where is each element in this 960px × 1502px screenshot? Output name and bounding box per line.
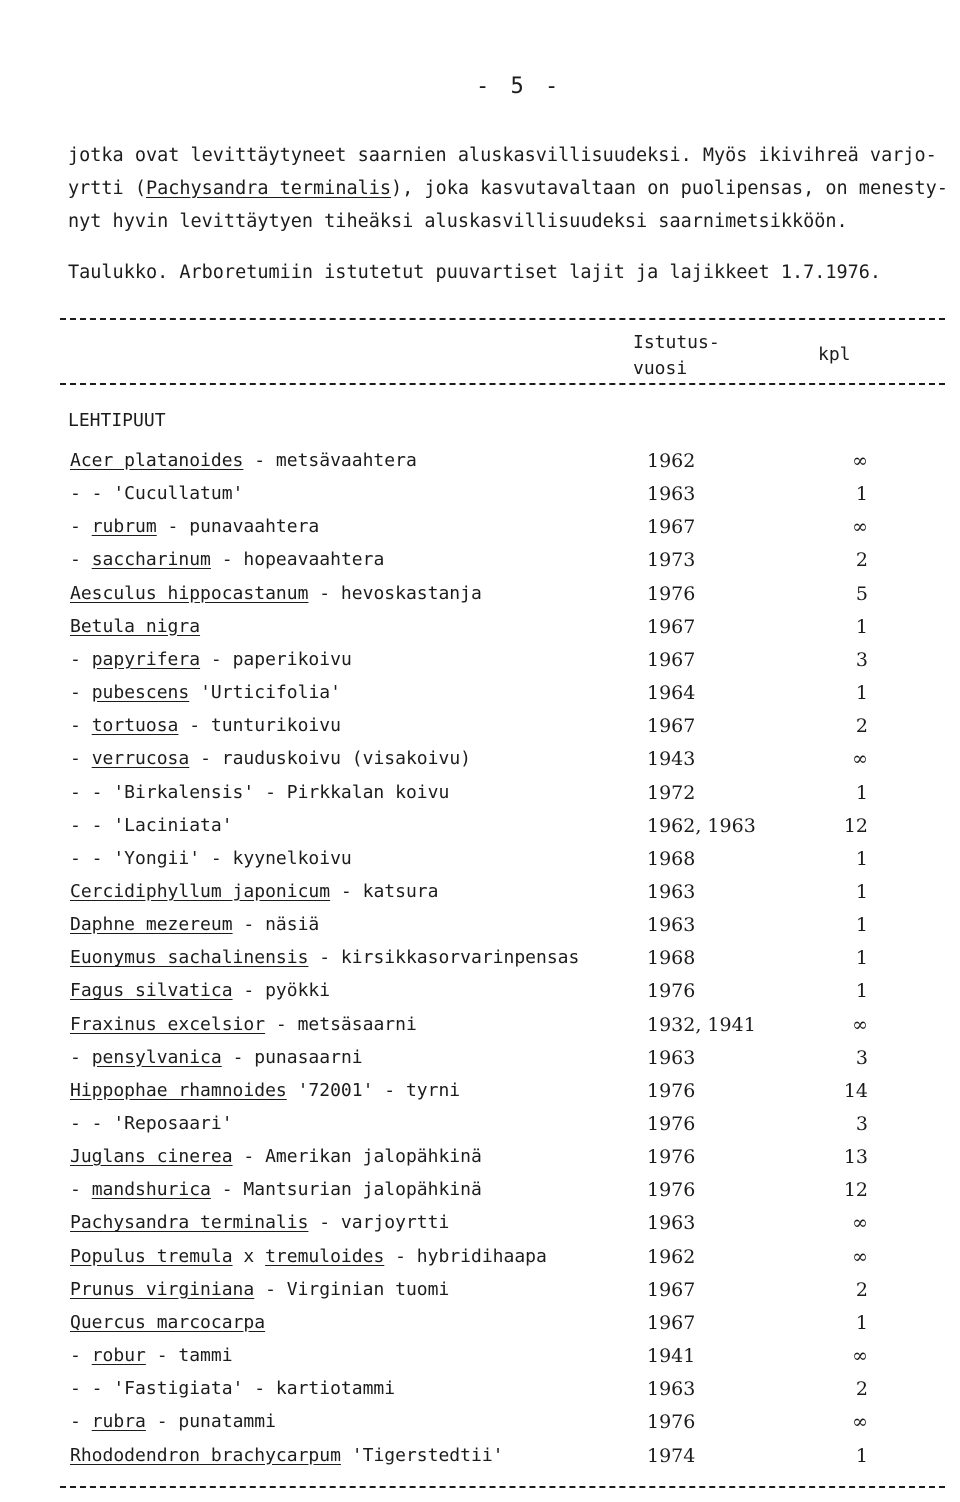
table-rule-header — [60, 383, 945, 385]
plant-name — [70, 682, 341, 703]
table-row — [0, 715, 960, 745]
species-name: Pachysandra terminalis — [145, 178, 392, 199]
plant-name — [70, 715, 341, 736]
plant-name — [70, 583, 482, 604]
name-text: - paperikoivu — [200, 648, 352, 670]
plant-count: 1 — [855, 781, 868, 804]
species-name: Betula nigra — [70, 615, 201, 637]
name-text: - kirsikkasorvarinpensas — [308, 947, 580, 969]
name-text: - punasaarni — [221, 1046, 363, 1068]
table-row — [0, 1378, 960, 1408]
plant-count: 12 — [843, 814, 868, 837]
table-row — [0, 1246, 960, 1276]
species-name: pubescens — [91, 682, 190, 704]
name-text: - - 'Laciniata' — [70, 814, 233, 836]
plant-name — [70, 1411, 276, 1432]
name-text: - - 'Birkalensis' - Pirkkalan koivu — [70, 781, 450, 803]
species-name: pensylvanica — [91, 1046, 222, 1068]
table-row — [0, 947, 960, 977]
intro-text: yrtti ( — [68, 178, 146, 199]
species-name: Acer platanoides — [70, 450, 244, 471]
species-name: tremuloides — [265, 1245, 385, 1267]
table-row — [0, 1312, 960, 1342]
column-header-year-line: Istutus- — [633, 332, 720, 353]
table-row — [0, 1014, 960, 1044]
plant-name — [70, 1279, 449, 1300]
name-text: - näsiä — [232, 914, 320, 936]
name-text: x — [232, 1245, 266, 1267]
planting-year: 1963 — [647, 1378, 696, 1401]
name-text: - — [70, 748, 92, 770]
plant-name — [70, 483, 243, 504]
table-row — [0, 450, 960, 480]
name-text: - - 'Yongii' - kyynelkoivu — [70, 847, 352, 869]
species-name: Rhododendron brachycarpum — [70, 1444, 341, 1466]
table-row — [0, 1445, 960, 1475]
species-name: Quercus marcocarpa — [70, 1311, 266, 1333]
plant-count: 1 — [855, 847, 868, 870]
species-name: robur — [91, 1345, 146, 1367]
name-text: '72001' - tyrni — [286, 1079, 461, 1101]
table-row — [0, 516, 960, 546]
table-row — [0, 980, 960, 1010]
name-text: - varjoyrtti — [308, 1212, 450, 1234]
planting-year: 1976 — [647, 1411, 696, 1434]
planting-year: 1962 — [647, 450, 696, 472]
table-row — [0, 1411, 960, 1441]
plant-name — [70, 1378, 395, 1399]
planting-year: 1963 — [647, 483, 696, 506]
name-text: - metsäsaarni — [265, 1013, 417, 1035]
planting-year: 1967 — [647, 1278, 696, 1301]
plant-count: 12 — [843, 1179, 868, 1202]
plant-count: 5 — [855, 582, 868, 605]
plant-count: 1 — [855, 980, 868, 1003]
table-row — [0, 549, 960, 579]
table-row — [0, 782, 960, 812]
plant-name — [70, 1014, 417, 1035]
plant-name — [70, 1179, 482, 1200]
name-text: 'Urticifolia' — [189, 682, 341, 704]
plant-count: 1 — [855, 947, 868, 970]
plant-name — [70, 549, 384, 570]
table-row — [0, 1345, 960, 1375]
plant-name — [70, 815, 233, 836]
intro-line: jotka ovat levittäytyneet saarnien aluskasvillisuudeksi. Myös ikivihreä varjo- — [68, 145, 937, 166]
plant-name — [70, 947, 579, 968]
species-name: saccharinum — [91, 549, 211, 571]
planting-year: 1972 — [647, 781, 696, 804]
species-name: rubra — [91, 1411, 146, 1433]
plant-count: ∞ — [852, 516, 868, 539]
name-text: - punavaahtera — [156, 516, 320, 538]
column-header-year — [633, 330, 720, 382]
planting-year: 1963 — [647, 1046, 696, 1069]
plant-name — [70, 848, 352, 869]
table-row — [0, 649, 960, 679]
species-name: tortuosa — [91, 715, 179, 737]
name-text: - — [70, 648, 92, 670]
table-row — [0, 748, 960, 778]
section-heading: LEHTIPUUT — [68, 410, 166, 431]
plant-count: 1 — [855, 1444, 868, 1467]
name-text: - Amerikan jalopähkinä — [232, 1146, 482, 1168]
table-row — [0, 1179, 960, 1209]
intro-line: nyt hyvin levittäytyen tiheäksi aluskasvillisuudeksi saarnimetsikköön. — [68, 211, 848, 232]
plant-name — [70, 1312, 265, 1333]
plant-count: ∞ — [852, 450, 868, 472]
plant-count: ∞ — [852, 1345, 868, 1368]
table-row — [0, 1113, 960, 1143]
plant-count: 1 — [855, 682, 868, 705]
species-name: Pachysandra terminalis — [70, 1212, 309, 1234]
page-number: - 5 - — [476, 74, 563, 99]
plant-count: 2 — [855, 1378, 868, 1401]
species-name: Euonymus sachalinensis — [70, 947, 309, 969]
plant-count: 13 — [843, 1146, 868, 1169]
name-text: 'Tigerstedtii' — [340, 1444, 504, 1466]
table-row — [0, 583, 960, 613]
name-text: - - 'Reposaari' — [70, 1113, 233, 1134]
plant-count: ∞ — [852, 1411, 868, 1434]
planting-year: 1976 — [647, 582, 696, 605]
name-text: - metsävaahtera — [243, 450, 417, 471]
species-name: Daphne mezereum — [70, 914, 233, 936]
name-text: - — [70, 1345, 92, 1367]
plant-name — [70, 516, 319, 537]
table-row — [0, 914, 960, 944]
plant-name — [70, 1146, 482, 1167]
name-text: - punatammi — [145, 1411, 276, 1433]
planting-year: 1973 — [647, 549, 696, 572]
plant-name — [70, 914, 319, 935]
plant-name — [70, 782, 449, 803]
planting-year: 1976 — [647, 1146, 696, 1169]
name-text: - Virginian tuomi — [254, 1278, 450, 1300]
plant-count: 3 — [855, 1046, 868, 1069]
species-name: Prunus virginiana — [70, 1278, 255, 1300]
plant-name — [70, 1345, 233, 1366]
name-text: - — [70, 1179, 92, 1201]
name-text: - — [70, 1046, 92, 1068]
table-row — [0, 682, 960, 712]
planting-year: 1976 — [647, 1179, 696, 1202]
plant-count: 2 — [855, 715, 868, 738]
intro-line — [68, 172, 948, 205]
plant-count: 3 — [855, 648, 868, 671]
plant-count: 1 — [855, 1311, 868, 1334]
planting-year: 1967 — [647, 715, 696, 738]
name-text: - hevoskastanja — [308, 582, 482, 604]
planting-year: 1968 — [647, 947, 696, 970]
table-row — [0, 1212, 960, 1242]
species-name: mandshurica — [91, 1179, 211, 1201]
planting-year: 1932, 1941 — [647, 1013, 756, 1036]
name-text: - katsura — [330, 880, 439, 902]
table-row — [0, 616, 960, 646]
name-text: - - 'Cucullatum' — [70, 483, 244, 505]
plant-name — [70, 748, 471, 769]
planting-year: 1968 — [647, 847, 696, 870]
name-text: - Mantsurian jalopähkinä — [210, 1179, 482, 1201]
name-text: - — [70, 516, 92, 538]
name-text: - tunturikoivu — [178, 715, 341, 737]
species-name: papyrifera — [91, 648, 201, 670]
planting-year: 1974 — [647, 1444, 696, 1467]
planting-year: 1967 — [647, 648, 696, 671]
species-name: Aesculus hippocastanum — [70, 582, 309, 604]
table-row — [0, 1047, 960, 1077]
name-text: - hybridihaapa — [384, 1245, 547, 1267]
planting-year: 1976 — [647, 980, 696, 1003]
species-name: rubrum — [91, 516, 157, 538]
plant-count: ∞ — [852, 1245, 868, 1268]
planting-year: 1941 — [647, 1345, 696, 1368]
planting-year: 1963 — [647, 1212, 696, 1235]
table-row — [0, 1146, 960, 1176]
species-name: Fagus silvatica — [70, 980, 233, 1002]
name-text: - — [70, 549, 92, 571]
table-row — [0, 815, 960, 845]
planting-year: 1964 — [647, 682, 696, 705]
planting-year: 1967 — [647, 615, 696, 638]
plant-name — [70, 450, 417, 471]
table-rule-bottom — [60, 1486, 945, 1488]
planting-year: 1967 — [647, 516, 696, 539]
plant-count: 14 — [843, 1079, 868, 1102]
plant-count: 1 — [855, 880, 868, 903]
table-rule-top — [60, 318, 945, 320]
name-text: - rauduskoivu (visakoivu) — [189, 748, 471, 770]
name-text: - tammi — [145, 1345, 233, 1367]
plant-count: ∞ — [852, 1013, 868, 1036]
plant-name — [70, 1445, 504, 1466]
plant-name — [70, 1212, 449, 1233]
plant-count: ∞ — [852, 748, 868, 771]
planting-year: 1976 — [647, 1079, 696, 1102]
table-row — [0, 483, 960, 513]
species-name: Hippophae rhamnoides — [70, 1079, 287, 1101]
name-text: - — [70, 1411, 92, 1433]
planting-year: 1967 — [647, 1311, 696, 1334]
name-text: - — [70, 715, 92, 737]
name-text: - hopeavaahtera — [210, 549, 385, 571]
species-name: Juglans cinerea — [70, 1146, 233, 1168]
name-text: - - 'Fastigiata' - kartiotammi — [70, 1378, 396, 1400]
species-name: verrucosa — [91, 748, 190, 770]
plant-count: 1 — [855, 914, 868, 937]
species-name: Cercidiphyllum japonicum — [70, 880, 331, 902]
plant-name — [70, 1113, 233, 1134]
plant-name — [70, 1246, 547, 1267]
plant-name — [70, 980, 330, 1001]
planting-year: 1943 — [647, 748, 696, 771]
name-text: - — [70, 682, 92, 704]
plant-count: ∞ — [852, 1212, 868, 1235]
species-name: Fraxinus excelsior — [70, 1013, 266, 1035]
planting-year: 1962, 1963 — [647, 814, 756, 837]
plant-name — [70, 1080, 460, 1101]
table-row — [0, 848, 960, 878]
plant-count: 2 — [855, 549, 868, 572]
planting-year: 1963 — [647, 880, 696, 903]
table-row — [0, 1080, 960, 1110]
intro-text: ), joka kasvutavaltaan on puolipensas, on menesty- — [391, 178, 948, 199]
plant-count: 2 — [855, 1278, 868, 1301]
plant-name — [70, 881, 438, 902]
table-caption: Taulukko. Arboretumiin istutetut puuvartiset lajit ja lajikkeet 1.7.1976. — [68, 262, 882, 283]
table-row — [0, 881, 960, 911]
column-header-year-line: vuosi — [633, 358, 688, 379]
species-name: Populus tremula — [70, 1245, 233, 1267]
intro-paragraph — [68, 139, 948, 238]
plant-count: 1 — [855, 615, 868, 638]
planting-year: 1962 — [647, 1245, 696, 1268]
plant-count: 1 — [855, 483, 868, 506]
planting-year: 1976 — [647, 1113, 696, 1135]
column-header-count: kpl — [818, 344, 851, 365]
name-text: - pyökki — [232, 980, 331, 1002]
plant-name — [70, 649, 352, 670]
planting-year: 1963 — [647, 914, 696, 937]
table-row — [0, 1279, 960, 1309]
plant-name — [70, 616, 200, 637]
plant-name — [70, 1047, 363, 1068]
plant-count: 3 — [855, 1113, 868, 1135]
